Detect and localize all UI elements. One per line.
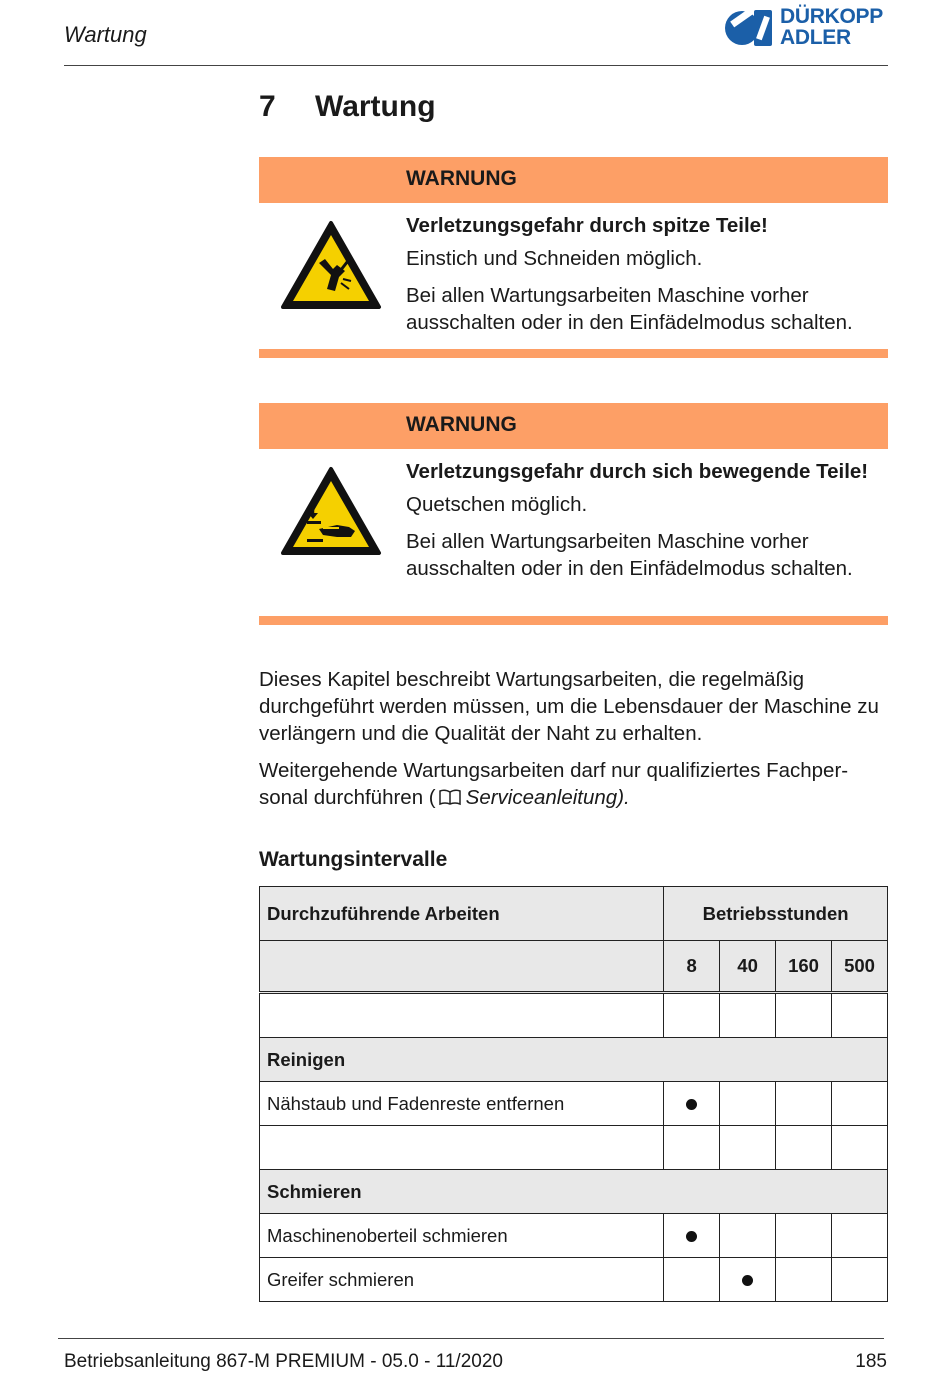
- chapter-number: 7: [259, 90, 276, 123]
- running-header-title: Wartung: [64, 22, 147, 47]
- warning-bottom-bar: [259, 349, 888, 358]
- footer-document-info: Betriebsanleitung 867-M PREMIUM - 05.0 - 11/2020: [64, 1351, 503, 1372]
- interval-mark-cell: [664, 1214, 720, 1258]
- logo-text-line1: DÜRKOPP: [780, 5, 883, 28]
- warning-box-sharp-parts: [259, 157, 888, 359]
- intro-text: [259, 666, 888, 821]
- warning-text: [406, 458, 888, 592]
- table-spacer-row: [260, 993, 888, 1038]
- logo-text-line2: ADLER: [780, 26, 851, 49]
- warning-instruction: Bei allen Wartungsarbeiten Maschine vorher ausschalten oder in den Einfädelmodus schalten.: [406, 284, 853, 334]
- warning-hazard: Verletzungsgefahr durch sich bewegende Teile!: [406, 460, 869, 483]
- maintenance-intervals-table: [259, 886, 888, 1302]
- category-schmieren: Schmieren: [260, 1170, 888, 1214]
- header-divider: [64, 65, 888, 66]
- logo-mark-icon: [722, 6, 776, 50]
- interval-mark-cell: [832, 1082, 888, 1126]
- book-icon: [438, 788, 462, 806]
- warning-header: [259, 157, 888, 203]
- interval-mark-cell: [776, 1082, 832, 1126]
- sharp-parts-warning-icon: [279, 219, 383, 311]
- interval-dot-icon: [742, 1275, 753, 1286]
- warning-bottom-bar: [259, 616, 888, 625]
- warning-box-moving-parts: [259, 403, 888, 625]
- interval-mark-cell: [776, 1258, 832, 1302]
- footer-divider: [58, 1338, 884, 1339]
- maintenance-intervals-heading: Wartungsintervalle: [259, 848, 448, 871]
- category-reinigen: Reinigen: [260, 1038, 888, 1082]
- task-cell: Nähstaub und Fadenreste entfernen: [260, 1082, 664, 1126]
- interval-mark-cell: [720, 1214, 776, 1258]
- interval-mark-cell: [720, 1258, 776, 1302]
- hours-8: 8: [664, 941, 720, 993]
- interval-mark-cell: [664, 1082, 720, 1126]
- interval-mark-cell: [776, 1214, 832, 1258]
- table-category-row: [260, 1170, 888, 1214]
- empty-header-cell: [260, 941, 664, 993]
- table-header-row: [260, 887, 888, 941]
- interval-mark-cell: [664, 1258, 720, 1302]
- warning-hazard: Verletzungsgefahr durch spitze Teile!: [406, 214, 768, 237]
- service-manual-link[interactable]: Serviceanleitung).: [465, 786, 630, 809]
- table-row: [260, 1258, 888, 1302]
- column-header-hours: Betriebsstunden: [664, 887, 888, 941]
- durkopp-adler-logo: [722, 6, 892, 50]
- table-row: [260, 1214, 888, 1258]
- warning-header: [259, 403, 888, 449]
- warning-signal-word: WARNUNG: [406, 167, 517, 190]
- table-hours-row: [260, 941, 888, 993]
- table-row: [260, 1082, 888, 1126]
- interval-mark-cell: [832, 1258, 888, 1302]
- warning-instruction: Bei allen Wartungsarbeiten Maschine vorher ausschalten oder in den Einfädelmodus schalten.: [406, 530, 853, 580]
- warning-signal-word: WARNUNG: [406, 413, 517, 436]
- interval-mark-cell: [832, 1214, 888, 1258]
- task-cell: Maschinenoberteil schmieren: [260, 1214, 664, 1258]
- hours-40: 40: [720, 941, 776, 993]
- hours-160: 160: [776, 941, 832, 993]
- chapter-title: Wartung: [315, 90, 436, 123]
- page-number: 185: [855, 1351, 887, 1372]
- warning-text: [406, 212, 888, 346]
- table-category-row: [260, 1038, 888, 1082]
- warning-consequence: Quetschen möglich.: [406, 493, 588, 516]
- column-header-task: Durchzuführende Arbeiten: [260, 887, 664, 941]
- warning-consequence: Einstich und Schneiden möglich.: [406, 247, 703, 270]
- crushing-hazard-warning-icon: [279, 465, 383, 557]
- task-cell: Greifer schmieren: [260, 1258, 664, 1302]
- chapter-heading: [259, 90, 436, 124]
- interval-dot-icon: [686, 1231, 697, 1242]
- table-spacer-row: [260, 1126, 888, 1170]
- hours-500: 500: [832, 941, 888, 993]
- interval-mark-cell: [720, 1082, 776, 1126]
- intro-paragraph: Dieses Kapitel beschreibt Wartungsarbeiten, die regelmäßig durchgeführt werden müssen, um die Lebensdauer der Maschine zu verlängern und die Qualität der Naht zu erhalten.: [259, 668, 879, 745]
- intro-paragraph-reference: Weitergehende Wartungsarbeiten darf nur qualifiziertes Fachpersonal durchführen ( Serviceanleitung).: [259, 759, 849, 809]
- interval-dot-icon: [686, 1099, 697, 1110]
